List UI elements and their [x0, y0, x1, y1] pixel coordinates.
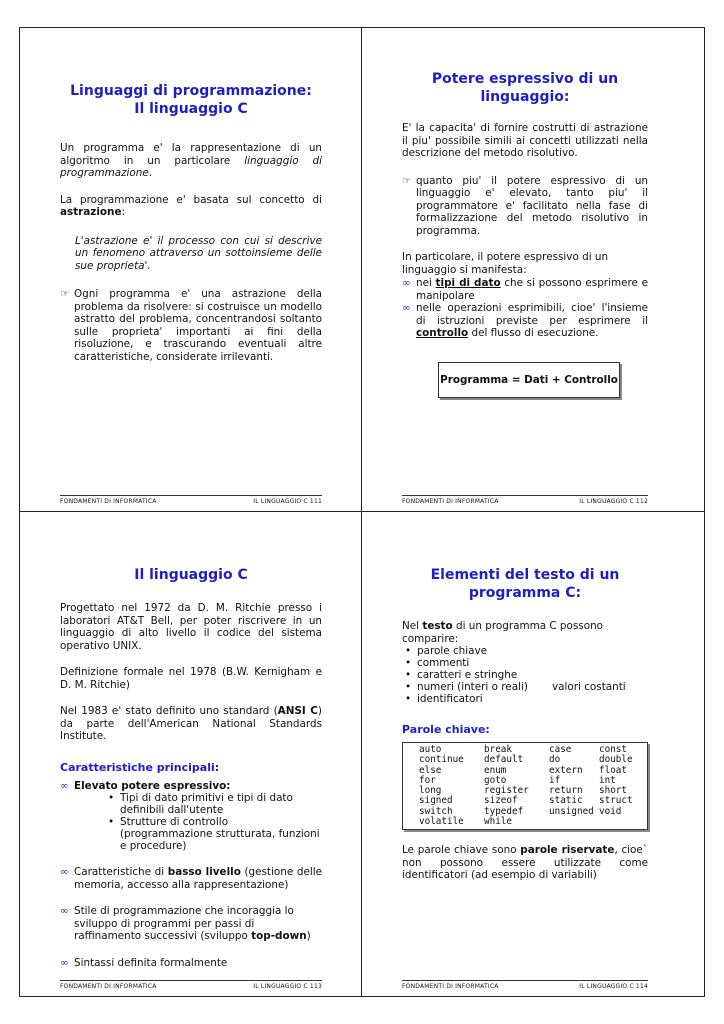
infinity-icon: ∞: [60, 779, 69, 792]
keyword-cell: float: [599, 764, 627, 776]
slide-114-footer: FONDAMENTI DI INFORMATICA IL LINGUAGGIO C 114: [402, 980, 648, 990]
slide-111: [60, 70, 322, 505]
slide-113-paragraph-1: Progettato nel 1972 da D. M. Ritchie presso i laboratori AT&T Bell, per poter riscrivere in un linguaggio di alto livello il codice del sistema operativo UNIX.: [60, 602, 322, 652]
keyword-cell: for: [419, 774, 436, 786]
slide-114-paragraph-2: Le parole chiave sono parole riservate, cioe` non possono essere utilizzate come identificatori (ad esempio di variabili): [402, 844, 649, 882]
slide-111-quote: L'astrazione e' il processo con cui si descrive un fenomeno attraverso un sottoinsieme delle sue proprieta'.: [75, 234, 322, 272]
keyword-cell: volatile: [419, 816, 464, 828]
divider-horizontal: [19, 511, 705, 512]
slide-111-paragraph-1: Un programma e' la rappresentazione di un algoritmo in un particolare linguaggio di programmazione.: [60, 142, 322, 179]
infinity-icon: ∞: [402, 277, 411, 289]
keyword-cell: goto: [484, 774, 507, 786]
keyword-cell: continue: [419, 754, 464, 766]
formula-box: Programma = Dati + Controllo: [438, 362, 620, 398]
keyword-cell: short: [599, 785, 627, 797]
slide-114-title: Elementi del testo di un programma C:: [430, 567, 620, 601]
slide-111-bullet: ☞ Ogni programma e' una astrazione della problema da risolvere: si costruisce un modello astratto del problema, concentrandosi soltanto sulle proprieta' importanti ai fini della risoluzione, e trascurando eventuali altre caratteristiche, considerate irrilevanti.: [60, 288, 322, 363]
divider-vertical: [361, 27, 362, 997]
slide-113-feature-1: ∞ Elevato potere espressivo:: [60, 779, 231, 792]
slide-113-paragraph-3: Nel 1983 e' stato definito uno standard (ANSI C) da parte dell'American National Standards Institute.: [60, 705, 322, 742]
slide-112: [402, 60, 648, 505]
slide-112-paragraph-1: E' la capacita' di fornire costrutti di astrazione il piu' possibile simili ai concetti utilizzati nella descrizione del metodo risolutivo.: [402, 122, 648, 159]
slide-113-footer: FONDAMENTI DI INFORMATICA IL LINGUAGGIO C 113: [60, 980, 322, 990]
keyword-cell: [599, 817, 639, 827]
slide-113-subtitle: Caratteristiche principali:: [60, 760, 220, 774]
keyword-cell: int: [599, 774, 616, 786]
slide-113-title: Il linguaggio C: [134, 567, 248, 583]
list-item: • Tipi di dato primitivi e tipi di dato definibili dall'utente: [108, 792, 293, 816]
infinity-icon: ∞: [60, 956, 69, 969]
slide-112-footer: FONDAMENTI DI INFORMATICA IL LINGUAGGIO C 112: [402, 495, 648, 505]
list-item: • numeri (interi o reali) valori costanti: [405, 681, 626, 693]
slide-113-feature-2: ∞ Caratteristiche di basso livello (gestione delle memoria, accesso alla rappresentazione): [60, 866, 323, 891]
pointing-hand-icon: ☞: [402, 174, 412, 187]
list-item: • Strutture di controllo (programmazione strutturata, funzioni e procedure): [108, 816, 320, 852]
keyword-cell: break: [484, 744, 512, 755]
slide-114-element-list: [405, 645, 648, 705]
frame-bottom: [19, 996, 705, 997]
keywords-table: [402, 742, 648, 830]
keyword-cell: switch: [419, 805, 453, 817]
constant-values-note: valori costanti: [552, 681, 626, 693]
keyword-cell: sizeof: [484, 795, 518, 807]
keyword-cell: [549, 817, 599, 827]
keyword-cell: case: [549, 744, 572, 755]
keyword-cell: while: [484, 816, 512, 828]
slide-112-paragraph-2: In particolare, il potere espressivo di un linguaggio si manifesta:: [402, 251, 609, 276]
slide-114: [402, 560, 648, 990]
keyword-cell: default: [484, 754, 524, 766]
keyword-cell: register: [484, 785, 529, 797]
slide-111-title: Linguaggi di programmazione: Il linguaggio C: [70, 83, 312, 117]
slide-113: [60, 560, 322, 990]
keywords-grid: [419, 745, 647, 827]
slide-112-bullet: ☞ quanto piu' il potere espressivo di un linguaggio e' elevato, tanto piu' il programmatore e' facilitato nella fase di formalizzazione del metodo risolutivo in programma.: [402, 174, 648, 237]
keyword-cell: const: [599, 744, 627, 755]
keyword-cell: unsigned: [549, 805, 594, 817]
infinity-icon: ∞: [402, 302, 411, 314]
list-item: • identificatori: [405, 693, 483, 705]
slide-114-paragraph-1: Nel testo di un programma C possono comparire:: [402, 620, 604, 645]
slide-114-subtitle: Parole chiave:: [402, 723, 490, 736]
keyword-cell: void: [599, 805, 622, 817]
slide-112-item-1: ∞ nei tipi di dato che si possono esprimere e manipolare: [402, 277, 648, 302]
keyword-cell: static: [549, 795, 583, 807]
list-item: • caratteri e stringhe: [405, 669, 518, 681]
list-item: • parole chiave: [405, 645, 488, 657]
keyword-cell: return: [549, 785, 583, 797]
slide-111-paragraph-2: La programmazione e' basata sul concetto di astrazione:: [60, 193, 322, 218]
slide-111-footer: FONDAMENTI DI INFORMATICA IL LINGUAGGIO C 111: [60, 495, 322, 505]
infinity-icon: ∞: [60, 905, 69, 917]
keyword-cell: if: [549, 774, 561, 786]
frame-right: [704, 27, 705, 997]
slide-113-feature-4: ∞ Sintassi definita formalmente: [60, 956, 228, 969]
keyword-cell: do: [549, 754, 561, 766]
slide-113-feature-1-list: [108, 792, 322, 852]
list-item: • commenti: [405, 657, 470, 669]
frame-top: [19, 27, 705, 28]
keyword-cell: auto: [419, 744, 442, 755]
keyword-cell: long: [419, 785, 442, 797]
keyword-cell: double: [599, 754, 633, 766]
keyword-cell: else: [419, 764, 442, 776]
slide-112-title: Potere espressivo di un linguaggio:: [431, 71, 619, 105]
pointing-hand-icon: ☞: [60, 288, 70, 300]
frame-left: [19, 27, 20, 997]
slide-113-feature-3: ∞ Stile di programmazione che incoraggia lo sviluppo di programmi per passi di raffinamento successivi (sviluppo top-down): [60, 905, 311, 942]
infinity-icon: ∞: [60, 866, 69, 878]
keyword-cell: signed: [419, 795, 453, 807]
keyword-cell: struct: [599, 795, 633, 807]
keyword-cell: extern: [549, 764, 583, 776]
keyword-cell: enum: [484, 764, 507, 776]
keyword-cell: typedef: [484, 805, 524, 817]
slide-112-item-2: ∞ nelle operazioni esprimibili, cioe' l'insieme di istruzioni previste per esprimere il controllo del flusso di esecuzione.: [402, 302, 648, 339]
slide-113-paragraph-2: Definizione formale nel 1978 (B.W. Kernigham e D. M. Ritchie): [60, 666, 322, 691]
